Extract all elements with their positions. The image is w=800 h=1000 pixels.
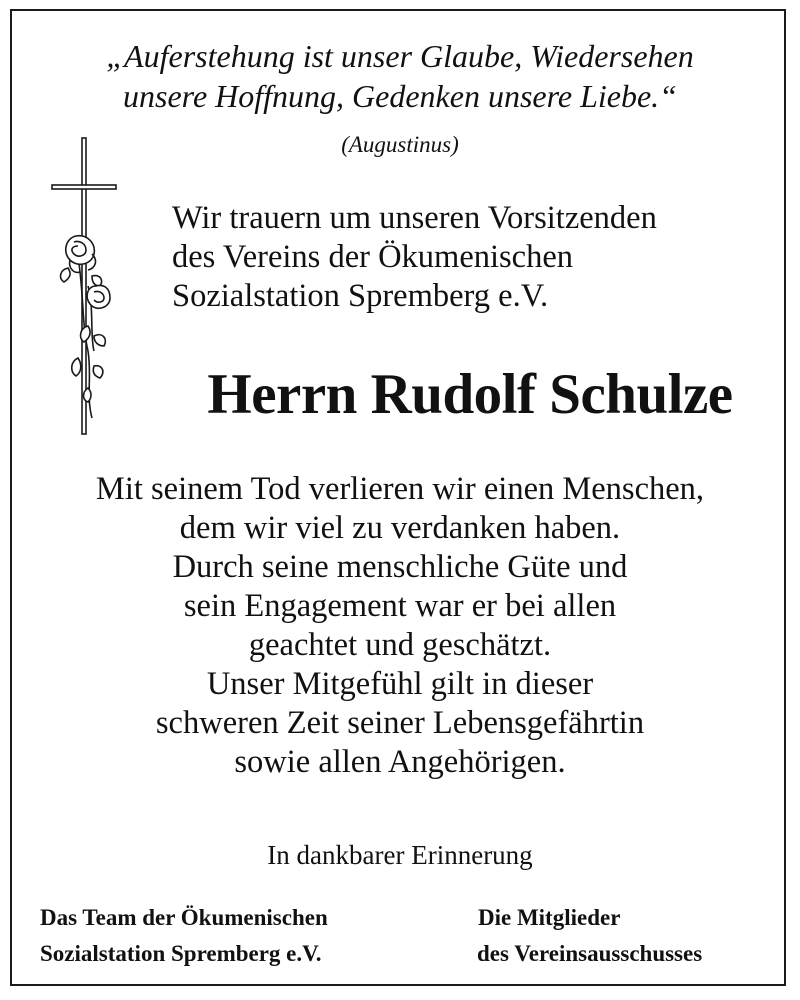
signature-left	[40, 900, 440, 972]
quote-line: „Auferstehung ist unser Glaube, Wiedersehen	[106, 38, 694, 74]
intro-text	[172, 199, 772, 316]
tribute-line: schweren Zeit seiner Lebensgefährtin	[155, 705, 645, 741]
tribute-line: sowie allen Angehörigen.	[234, 744, 566, 780]
intro-line: Wir trauern um unseren Vorsitzenden	[172, 200, 657, 236]
tribute-line: Unser Mitgefühl gilt in dieser	[206, 666, 594, 702]
signature-line: Die Mitglieder	[478, 905, 621, 930]
quote-author: (Augustinus)	[341, 132, 459, 157]
intro-line: des Vereins der Ökumenischen	[172, 239, 574, 275]
intro-line: Sozialstation Spremberg e.V.	[172, 278, 549, 314]
signature-line: Das Team der Ökumenischen	[40, 905, 328, 930]
quote-line: unsere Hoffnung, Gedenken unsere Liebe.“	[123, 78, 677, 114]
tribute-line: Mit seinem Tod verlieren wir einen Menschen,	[95, 471, 705, 507]
quote	[0, 36, 800, 116]
tribute-line: sein Engagement war er bei allen	[183, 588, 617, 624]
tribute-line: Durch seine menschliche Güte und	[172, 549, 628, 585]
closing-text: In dankbarer Erinnerung	[267, 840, 533, 870]
cross-with-roses-icon	[48, 136, 120, 438]
tribute-line: geachtet und geschätzt.	[248, 627, 552, 663]
signature-line: Sozialstation Spremberg e.V.	[40, 941, 322, 966]
tribute-text	[0, 470, 800, 782]
deceased-name: Herrn Rudolf Schulze	[207, 363, 733, 426]
signature-right	[476, 900, 776, 972]
signature-line: des Vereinsausschusses	[477, 941, 703, 966]
tribute-line: dem wir viel zu verdanken haben.	[179, 510, 621, 546]
cross-with-roses-icon	[48, 136, 120, 438]
